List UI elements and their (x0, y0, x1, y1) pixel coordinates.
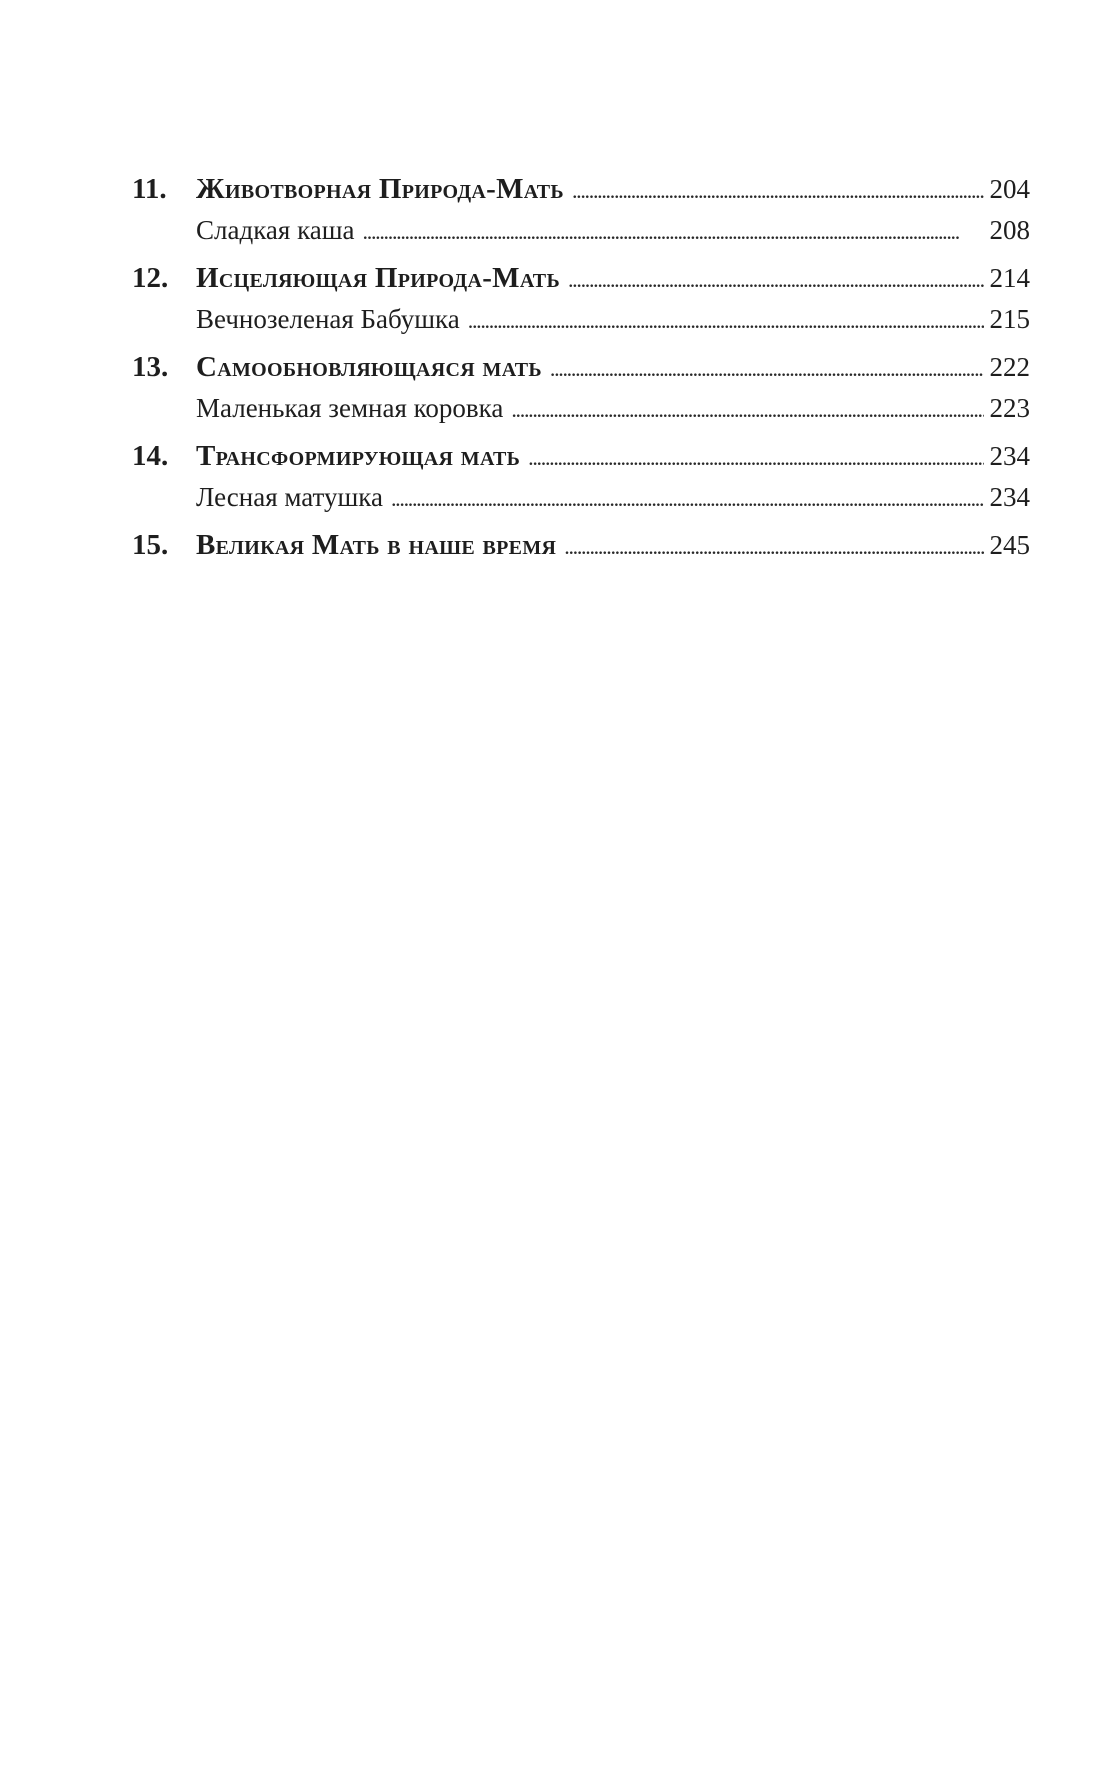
chapter-number: 13. (132, 351, 169, 383)
chapter-number: 15. (132, 529, 169, 561)
page-number: 208 (989, 215, 1030, 245)
dot-leader (550, 358, 984, 380)
dot-leader (391, 488, 984, 510)
page-number: 222 (989, 352, 1030, 382)
subentry-title: Лесная матушка (196, 482, 383, 512)
page-number: 234 (989, 441, 1030, 471)
page-number: 215 (989, 304, 1030, 334)
page-number: 234 (989, 482, 1030, 512)
table-of-contents (132, 175, 1030, 565)
subentry-title: Маленькая земная коровка (196, 393, 504, 423)
chapter-title: Великая Мать в наше время (196, 529, 557, 561)
chapter-title: Трансформирующая мать (196, 440, 521, 472)
toc-chapter-entry (132, 531, 1030, 565)
toc-chapter-entry (132, 264, 1030, 298)
dot-leader (528, 447, 983, 469)
chapter-number: 12. (132, 262, 169, 294)
toc-subentry (132, 306, 1030, 340)
toc-subentry (132, 484, 1030, 518)
subentry-title: Вечнозеленая Бабушка (196, 304, 460, 334)
dot-leader (564, 536, 983, 558)
toc-chapter-entry (132, 353, 1030, 387)
page-number: 204 (989, 174, 1030, 204)
chapter-title: Самообновляющаяся мать (196, 351, 542, 383)
toc-subentry (132, 217, 1030, 251)
dot-leader (511, 399, 983, 421)
page-number: 214 (989, 263, 1030, 293)
chapter-number: 14. (132, 440, 169, 472)
toc-chapter-entry (132, 175, 1030, 209)
dot-leader (468, 310, 984, 332)
toc-subentry (132, 395, 1030, 429)
dot-leader (572, 180, 984, 202)
chapter-number: 11. (132, 173, 167, 205)
chapter-title: Животворная Природа-Мать (196, 173, 564, 205)
chapter-title: Исцеляющая Природа-Мать (196, 262, 560, 294)
page-number: 245 (989, 530, 1030, 560)
subentry-title: Сладкая каша (196, 215, 355, 245)
toc-chapter-entry (132, 442, 1030, 476)
dot-leader (568, 269, 984, 291)
dot-leader (363, 221, 984, 243)
page-number: 223 (989, 393, 1030, 423)
